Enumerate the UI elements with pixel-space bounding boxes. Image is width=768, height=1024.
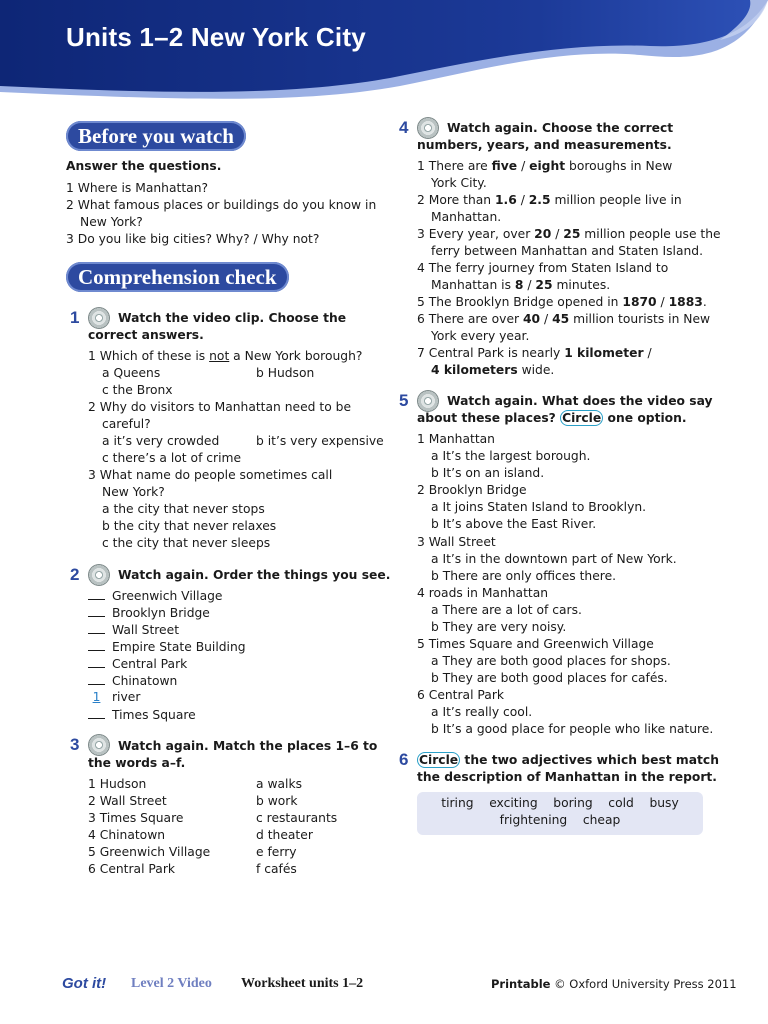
exercise-3-number: 3 (70, 735, 80, 754)
ex4-item-6-cont: York every year. (431, 329, 530, 343)
ex1-q2-option-c[interactable]: c there’s a lot of crime (102, 451, 242, 465)
footer-copyright: Printable © Oxford University Press 2011 (491, 977, 737, 991)
ex3-place: 2 Wall Street (88, 794, 167, 808)
ex4-item-4-cont: Manhattan is 8 / 25 minutes. (431, 278, 611, 292)
exercise-1-number: 1 (70, 308, 80, 327)
ex4-item-7: 7 Central Park is nearly 1 kilometer / (417, 346, 652, 360)
ex5-option[interactable]: b They are both good places for cafés. (431, 671, 668, 685)
ex5-option[interactable]: b They are very noisy. (431, 620, 567, 634)
ex3-word: d theater (256, 828, 313, 842)
before-q2-cont: New York? (80, 215, 143, 229)
ex4-item-1-cont: York City. (431, 176, 487, 190)
footer-level: Level 2 Video (131, 976, 212, 991)
ex5-option[interactable]: b There are only offices there. (431, 569, 617, 583)
got-it-logo: Got it! (62, 975, 107, 992)
ex4-item-2: 2 More than 1.6 / 2.5 million people live in (417, 193, 682, 207)
comprehension-check-heading: Comprehension check (66, 262, 289, 292)
ex2-item: Central Park (88, 655, 187, 673)
ex4-item-3: 3 Every year, over 20 / 25 million people use the (417, 227, 721, 241)
answer-blank[interactable] (88, 672, 105, 685)
ex1-q2-option-a[interactable]: a it’s very crowded (102, 434, 220, 448)
before-q3: 3 Do you like big cities? Why? / Why not? (66, 232, 320, 246)
ex4-item-4: 4 The ferry journey from Staten Island to (417, 261, 669, 275)
ex1-q2: 2 Why do visitors to Manhattan need to be (88, 400, 352, 414)
ex5-option[interactable]: a There are a lot of cars. (431, 603, 582, 617)
ex1-q3-option-a[interactable]: a the city that never stops (102, 502, 265, 516)
exercise-3-instruction: Watch again. Match the places 1–6 to (118, 739, 378, 753)
ex3-place: 3 Times Square (88, 811, 184, 825)
ex2-item: Times Square (88, 706, 196, 724)
exercise-5-instruction: Watch again. What does the video say (447, 394, 713, 408)
ex5-place: 2 Brooklyn Bridge (417, 483, 527, 497)
exercise-5-instruction-cont: about these places? Circle one option. (417, 411, 687, 425)
ex3-place: 6 Central Park (88, 862, 175, 876)
circled-word: Circle (419, 753, 459, 767)
ex1-q3-cont: New York? (102, 485, 165, 499)
ex2-item: Brooklyn Bridge (88, 604, 210, 622)
ex4-item-7-cont: 4 kilometers wide. (431, 363, 555, 377)
ex3-place: 4 Chinatown (88, 828, 166, 842)
answer-blank[interactable] (88, 638, 105, 651)
ex3-place: 1 Hudson (88, 777, 147, 791)
ex5-option[interactable]: b It’s on an island. (431, 466, 545, 480)
ex5-place: 4 roads in Manhattan (417, 586, 549, 600)
video-disc-icon (88, 734, 110, 756)
ex5-option[interactable]: a It’s in the downtown part of New York. (431, 552, 677, 566)
exercise-6-instruction-cont: the description of Manhattan in the report. (417, 770, 717, 784)
ex1-q2-option-b[interactable]: b it’s very expensive (256, 434, 384, 448)
exercise-5-number: 5 (399, 391, 409, 410)
exercise-4-instruction-cont: numbers, years, and measurements. (417, 138, 672, 152)
answer-blank[interactable] (88, 604, 105, 617)
ex3-word: f cafés (256, 862, 297, 876)
ex5-option[interactable]: a It’s the largest borough. (431, 449, 591, 463)
before-q2: 2 What famous places or buildings do you know in (66, 198, 377, 212)
before-you-watch-heading: Before you watch (66, 121, 246, 151)
ex4-item-6: 6 There are over 40 / 45 million tourists in New (417, 312, 711, 326)
ex2-item: Wall Street (88, 621, 179, 639)
ex5-place: 5 Times Square and Greenwich Village (417, 637, 654, 651)
exercise-6-instruction: Circle the two adjectives which best match (419, 753, 719, 767)
video-disc-icon (417, 117, 439, 139)
ex1-q3: 3 What name do people sometimes call (88, 468, 333, 482)
exercise-2-number: 2 (70, 565, 80, 584)
ex1-q1-option-a[interactable]: a Queens (102, 366, 161, 380)
ex4-item-2-cont: Manhattan. (431, 210, 502, 224)
ex4-item-5: 5 The Brooklyn Bridge opened in 1870 / 1883. (417, 295, 707, 309)
ex5-option[interactable]: a They are both good places for shops. (431, 654, 671, 668)
ex2-item: Greenwich Village (88, 587, 222, 605)
exercise-6-number: 6 (399, 750, 409, 769)
answer-blank-filled[interactable]: 1 (92, 690, 101, 704)
ex3-word: a walks (256, 777, 302, 791)
exercise-4-number: 4 (399, 118, 409, 137)
header-banner (0, 0, 768, 110)
video-disc-icon (88, 307, 110, 329)
ex5-place: 1 Manhattan (417, 432, 495, 446)
video-disc-icon (88, 564, 110, 586)
ex5-place: 3 Wall Street (417, 535, 496, 549)
answer-blank[interactable] (88, 621, 105, 634)
ex1-q3-option-b[interactable]: b the city that never relaxes (102, 519, 277, 533)
exercise-3-instruction-cont: the words a–f. (88, 756, 186, 770)
before-instruction: Answer the questions. (66, 159, 222, 173)
page-title: Units 1–2 New York City (66, 22, 366, 52)
ex2-item: Chinatown (88, 672, 177, 690)
footer-worksheet: Worksheet units 1–2 (241, 976, 364, 991)
ex5-option[interactable]: a It joins Staten Island to Brooklyn. (431, 500, 647, 514)
ex5-option[interactable]: b It’s a good place for people who like nature. (431, 722, 714, 736)
answer-blank[interactable] (88, 706, 105, 719)
before-q1: 1 Where is Manhattan? (66, 181, 209, 195)
exercise-1-instruction-cont: correct answers. (88, 328, 204, 342)
ex5-option[interactable]: b It’s above the East River. (431, 517, 597, 531)
exercise-2-instruction: Watch again. Order the things you see. (118, 568, 391, 582)
ex1-q1: 1 Which of these is not a New York borough? (88, 349, 363, 363)
video-disc-icon (417, 390, 439, 412)
answer-blank[interactable] (88, 587, 105, 600)
ex3-word: c restaurants (256, 811, 338, 825)
ex5-place: 6 Central Park (417, 688, 504, 702)
answer-blank[interactable] (88, 655, 105, 668)
ex3-word: e ferry (256, 845, 297, 859)
ex1-q3-option-c[interactable]: c the city that never sleeps (102, 536, 271, 550)
header-wave (0, 0, 768, 110)
ex4-item-1: 1 There are five / eight boroughs in New (417, 159, 673, 173)
circled-word: Circle (562, 411, 602, 425)
ex3-place: 5 Greenwich Village (88, 845, 211, 859)
ex5-option[interactable]: a It’s really cool. (431, 705, 533, 719)
adjective-row-1[interactable]: tiring exciting boring cold busy (441, 796, 679, 810)
ex1-q2-cont: careful? (102, 417, 151, 431)
exercise-4-instruction: Watch again. Choose the correct (447, 121, 674, 135)
ex1-q1-option-b[interactable]: b Hudson (256, 366, 315, 380)
adjective-row-2[interactable]: frightening cheap (499, 813, 621, 827)
ex2-item: Empire State Building (88, 638, 246, 656)
ex1-q1-option-c[interactable]: c the Bronx (102, 383, 173, 397)
exercise-1-instruction: Watch the video clip. Choose the (118, 311, 347, 325)
ex4-item-3-cont: ferry between Manhattan and Staten Island. (431, 244, 703, 258)
ex2-item: 1 river (88, 689, 140, 706)
ex3-word: b work (256, 794, 298, 808)
